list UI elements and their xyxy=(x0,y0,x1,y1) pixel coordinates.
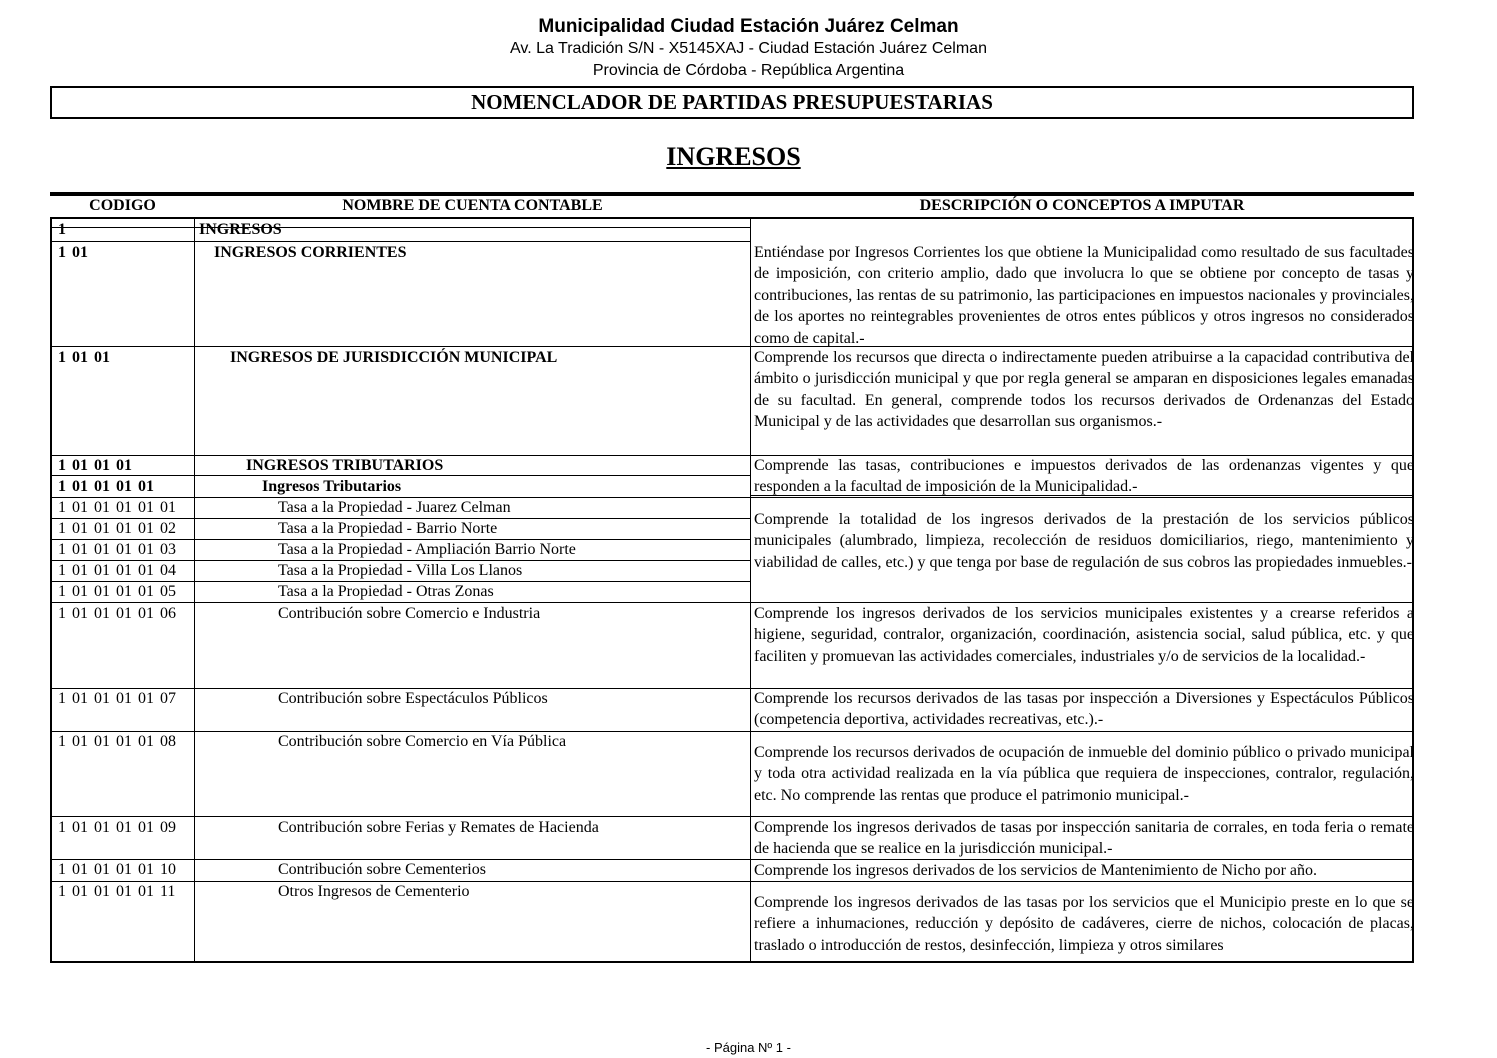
account-code: 1 01 01 01 01 09 xyxy=(58,819,176,836)
column-headers xyxy=(50,197,1414,217)
row-divider xyxy=(52,539,750,540)
account-code: 1 01 01 01 01 01 xyxy=(58,499,176,516)
column-divider xyxy=(750,219,751,961)
account-description: Comprende los ingresos derivados de los servicios municipales existentes y a crearse referidos a higiene, seguridad, contralor, organización, coordinación, asistencia social, salud pública, etc. y que faciliten y promuevan las actividades comerciales, industriales y/o de servicios de la localidad.- xyxy=(754,605,1414,665)
account-code: 1 01 01 01 01 04 xyxy=(58,562,176,579)
account-code: 1 01 01 01 01 06 xyxy=(58,605,176,622)
table-top-rule xyxy=(50,192,1414,196)
account-code: 1 01 01 01 xyxy=(58,457,132,474)
account-name: Contribución sobre Comercio e Industria xyxy=(278,605,541,622)
account-name: Tasa a la Propiedad - Otras Zonas xyxy=(278,583,494,600)
section-title: INGRESOS xyxy=(666,142,801,171)
account-name: Ingresos Tributarios xyxy=(262,478,402,495)
row-divider xyxy=(750,731,1412,732)
organization-name: Municipalidad Ciudad Estación Juárez Celman xyxy=(538,16,959,37)
column-header-name: NOMBRE DE CUENTA CONTABLE xyxy=(342,197,603,214)
account-code: 1 01 01 01 01 07 xyxy=(58,690,176,707)
row-divider xyxy=(52,227,750,228)
account-description: Comprende los ingresos derivados de las tasas por los servicios que el Municipio preste en lo que se refiere a inhumaciones, reducción y depósito de cadáveres, cierre de nichos, colocación de placas, traslado o introducción de restos, desinfección, limpieza y otros similares xyxy=(754,894,1414,954)
account-name: INGRESOS xyxy=(199,221,282,238)
account-code: 1 01 01 01 01 xyxy=(58,478,154,495)
account-name: Contribución sobre Comercio en Vía Pública xyxy=(278,733,567,750)
account-code: 1 01 01 01 01 10 xyxy=(58,861,176,878)
column-header-description: DESCRIPCIÓN O CONCEPTOS A IMPUTAR xyxy=(919,197,1245,214)
account-description: Comprende los ingresos derivados de los servicios de Mantenimiento de Nicho por año. xyxy=(754,862,1317,879)
account-description: Comprende los recursos derivados de ocupación de inmueble del dominio público o privado municipal y toda otra actividad realizada en la vía pública que requiera de inspecciones, contralor, regulación, etc. No comprende las rentas que produce el patrimonio municipal.- xyxy=(754,744,1414,804)
account-code: 1 01 01 01 01 08 xyxy=(58,733,176,750)
account-name: INGRESOS CORRIENTES xyxy=(214,244,407,261)
row-divider xyxy=(52,518,750,519)
account-code: 1 01 01 01 01 11 xyxy=(58,883,176,900)
row-divider xyxy=(52,475,750,476)
account-name: Contribución sobre Cementerios xyxy=(278,861,486,878)
document-title: NOMENCLADOR DE PARTIDAS PRESUPUESTARIAS xyxy=(50,86,1414,119)
account-name: Contribución sobre Ferias y Remates de Hacienda xyxy=(278,819,599,836)
row-divider xyxy=(52,560,750,561)
account-name: Tasa a la Propiedad - Juarez Celman xyxy=(278,499,511,516)
account-name: Otros Ingresos de Cementerio xyxy=(278,883,470,900)
account-code: 1 xyxy=(58,221,66,238)
row-divider xyxy=(52,241,750,242)
organization-province: Provincia de Córdoba - República Argentina xyxy=(592,62,905,79)
account-name: Contribución sobre Espectáculos Públicos xyxy=(278,690,548,707)
account-code: 1 01 01 01 01 05 xyxy=(58,583,176,600)
budget-table xyxy=(50,217,1414,963)
account-name: INGRESOS TRIBUTARIOS xyxy=(246,457,444,474)
page-number: - Página Nº 1 - xyxy=(706,1040,791,1055)
row-divider xyxy=(52,581,750,582)
account-name: Tasa a la Propiedad - Ampliación Barrio Norte xyxy=(278,541,576,558)
account-name: INGRESOS DE JURISDICCIÓN MUNICIPAL xyxy=(230,349,558,366)
column-divider xyxy=(194,219,195,961)
account-code: 1 01 xyxy=(58,244,88,261)
account-description: Comprende la totalidad de los ingresos derivados de la prestación de los servicios públicos municipales (alumbrado, limpieza, recolección de residuos domiciliarios, riego, mantenimiento y viabilidad de calles, etc.) y que tenga por base de regulación de sus cobros las propiedades inmuebles.- xyxy=(754,511,1414,571)
organization-address: Av. La Tradición S/N - X5145XAJ - Ciudad Estación Juárez Celman xyxy=(510,40,987,57)
account-code: 1 01 01 01 01 03 xyxy=(58,541,176,558)
account-name: Tasa a la Propiedad - Villa Los Llanos xyxy=(278,562,523,579)
account-code: 1 01 01 01 01 02 xyxy=(58,520,176,537)
account-description: Comprende las tasas, contribuciones e impuestos derivados de las ordenanzas vigentes y que responden a la facultad de imposición de la Municipalidad.- xyxy=(754,457,1414,496)
column-header-code: CODIGO xyxy=(89,197,156,214)
account-description: Comprende los recursos que directa o indirectamente pueden atribuirse a la capacidad contributiva del ámbito o jurisdicción municipal y que por regla general se amparan en disposiciones legales emanadas de su facultad. En general, comprende todos los recursos derivados de Ordenanzas del Estado Municipal y de las actividades que desarrollan sus organismos.- xyxy=(754,349,1414,431)
account-code: 1 01 01 xyxy=(58,349,110,366)
account-description: Comprende los recursos derivados de las tasas por inspección a Diversiones y Espectáculos Públicos (competencia deportiva, actividades recreativas, etc.).- xyxy=(754,690,1414,729)
account-name: Tasa a la Propiedad - Barrio Norte xyxy=(278,520,498,537)
account-description: Entiéndase por Ingresos Corrientes los que obtiene la Municipalidad como resultado de sus facultades de imposición, con criterio amplio, dado que involucra lo que se obtiene por concepto de tasas y contribuciones, las rentas de su patrimonio, las participaciones en impuestos nacionales y provinciales, de los aportes no reintegrables provenientes de otros entes públicos y otros ingresos no considerados como de capital.- xyxy=(754,244,1414,347)
account-description: Comprende los ingresos derivados de tasas por inspección sanitaria de corrales, en toda feria o remate de hacienda que se realice en la jurisdicción municipal.- xyxy=(754,819,1414,858)
